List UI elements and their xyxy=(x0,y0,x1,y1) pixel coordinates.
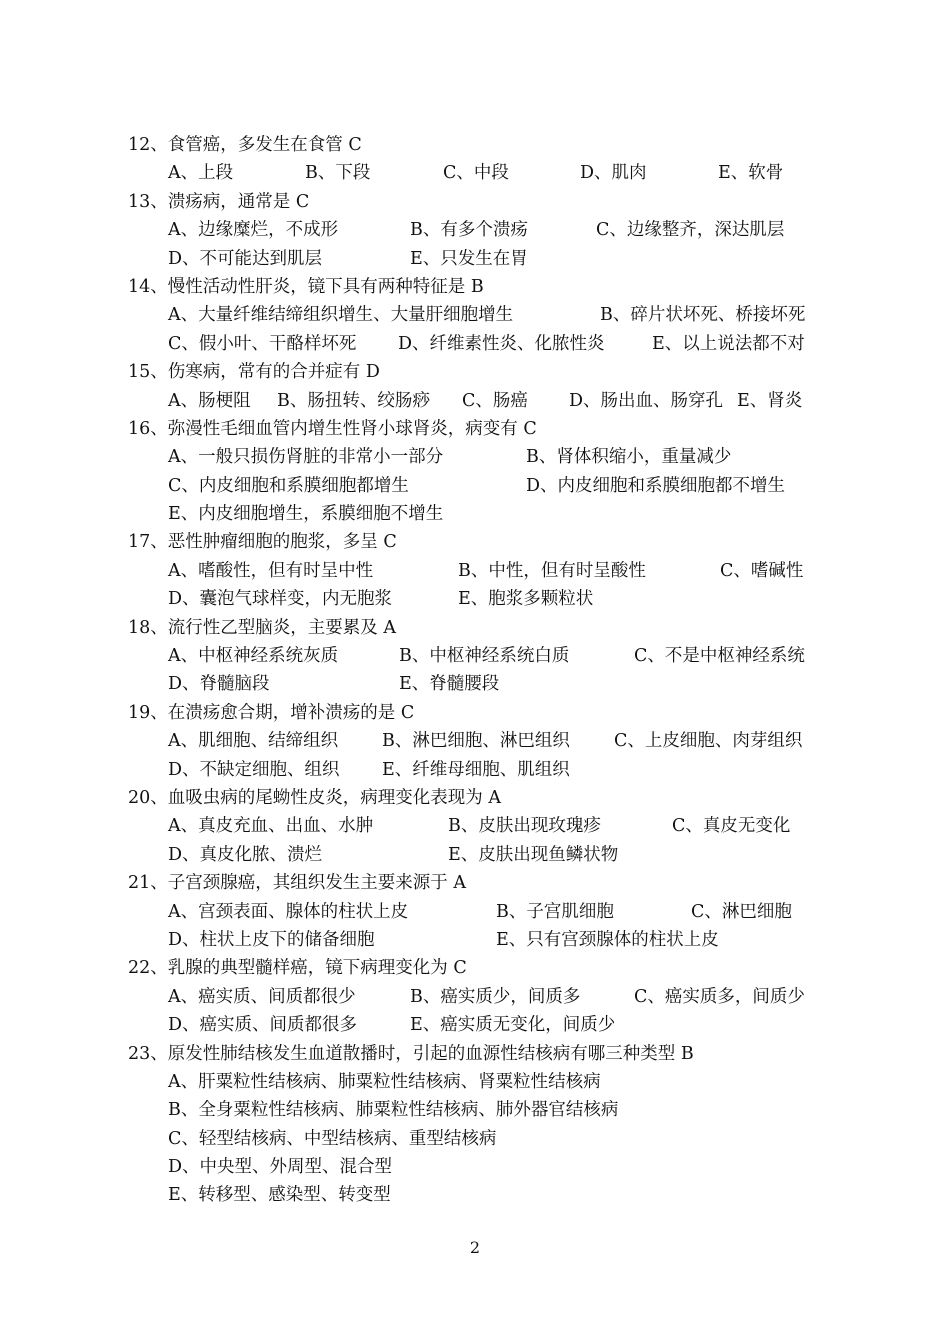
answer-option: E、脊髓腰段 xyxy=(399,674,500,695)
answer-option: A、上段 xyxy=(168,163,234,184)
answer-option: A、嗜酸性，但有时呈中性 xyxy=(168,560,374,581)
answer-option: D、脊髓脑段 xyxy=(168,674,270,695)
answer-option: E、癌实质无变化，间质少 xyxy=(410,1015,616,1036)
answer-option: B、肠扭转、绞肠痧 xyxy=(277,390,430,411)
option-row xyxy=(168,898,928,926)
answer-option: B、肾体积缩小，重量减少 xyxy=(526,447,732,468)
question-stem: 16、弥漫性毛细血管内增生性肾小球肾炎，病变有 C xyxy=(128,418,537,439)
answer-option: A、宫颈表面、腺体的柱状上皮 xyxy=(168,901,409,922)
option-row xyxy=(168,812,928,840)
answer-option: B、有多个溃疡 xyxy=(410,220,528,241)
answer-option: D、癌实质、间质都很多 xyxy=(168,1015,358,1036)
answer-option: D、囊泡气球样变，内无胞浆 xyxy=(168,589,393,610)
answer-option: B、下段 xyxy=(305,163,371,184)
answer-option: E、转移型、感染型、转变型 xyxy=(168,1185,391,1206)
question-stem: 15、伤寒病，常有的合并症有 D xyxy=(128,362,380,383)
page-number: 2 xyxy=(469,1238,481,1257)
option-row xyxy=(168,1011,928,1039)
answer-option: B、全身粟粒性结核病、肺粟粒性结核病、肺外器官结核病 xyxy=(168,1100,619,1121)
option-row xyxy=(168,983,928,1011)
answer-option: E、肾炎 xyxy=(737,390,803,411)
answer-option: D、不可能达到肌层 xyxy=(168,248,323,269)
answer-option: A、大量纤维结缔组织增生、大量肝细胞增生 xyxy=(168,305,514,326)
option-row xyxy=(168,1068,928,1096)
option-row xyxy=(168,387,928,415)
option-row xyxy=(168,245,928,273)
option-row xyxy=(168,1153,928,1181)
answer-option: D、不缺定细胞、组织 xyxy=(168,759,340,780)
answer-option: C、轻型结核病、中型结核病、重型结核病 xyxy=(168,1128,497,1149)
answer-option: A、边缘糜烂，不成形 xyxy=(168,220,339,241)
answer-option: A、癌实质、间质都很少 xyxy=(168,986,356,1007)
option-row xyxy=(168,926,928,954)
option-row xyxy=(168,472,928,500)
question-stem: 17、恶性肿瘤细胞的胞浆，多呈 C xyxy=(128,532,397,553)
question-stem: 21、子宫颈腺癌，其组织发生主要来源于 A xyxy=(128,873,466,894)
answer-option: C、假小叶、干酪样坏死 xyxy=(168,333,357,354)
answer-option: B、碎片状坏死、桥接坏死 xyxy=(600,305,806,326)
question-stem: 14、慢性活动性肝炎，镜下具有两种特征是 B xyxy=(128,276,484,297)
answer-option: C、真皮无变化 xyxy=(672,816,791,837)
option-row xyxy=(168,557,928,585)
answer-option: E、只有宫颈腺体的柱状上皮 xyxy=(496,929,719,950)
option-row xyxy=(168,1125,928,1153)
answer-option: E、内皮细胞增生，系膜细胞不增生 xyxy=(168,504,444,525)
option-row xyxy=(168,1181,928,1209)
answer-option: E、皮肤出现鱼鳞状物 xyxy=(448,844,619,865)
answer-option: D、肠出血、肠穿孔 xyxy=(569,390,724,411)
answer-option: A、肌细胞、结缔组织 xyxy=(168,731,339,752)
option-row xyxy=(168,841,928,869)
option-row xyxy=(168,642,928,670)
answer-option: C、上皮细胞、肉芽组织 xyxy=(614,731,803,752)
answer-option: D、中央型、外周型、混合型 xyxy=(168,1157,393,1178)
answer-option: A、肠梗阻 xyxy=(168,390,251,411)
answer-option: E、胞浆多颗粒状 xyxy=(458,589,594,610)
question-stem: 13、溃疡病，通常是 C xyxy=(128,191,310,212)
answer-option: D、内皮细胞和系膜细胞都不增生 xyxy=(526,475,786,496)
answer-option: E、纤维母细胞、肌组织 xyxy=(382,759,570,780)
option-row xyxy=(168,670,928,698)
answer-option: E、以上说法都不对 xyxy=(652,333,805,354)
answer-option: C、嗜碱性 xyxy=(720,560,804,581)
option-row xyxy=(168,1096,928,1124)
answer-option: C、不是中枢神经系统 xyxy=(634,646,805,667)
question-list xyxy=(128,131,928,1210)
answer-option: A、中枢神经系统灰质 xyxy=(168,646,339,667)
question-stem: 18、流行性乙型脑炎，主要累及 A xyxy=(128,617,396,638)
answer-option: B、中枢神经系统白质 xyxy=(399,646,570,667)
answer-option: B、淋巴细胞、淋巴组织 xyxy=(382,731,570,752)
question-stem: 22、乳腺的典型髓样癌，镜下病理变化为 C xyxy=(128,958,467,979)
option-row xyxy=(168,159,928,187)
option-row xyxy=(168,500,928,528)
answer-option: A、一般只损伤肾脏的非常小一部分 xyxy=(168,447,444,468)
answer-option: D、纤维素性炎、化脓性炎 xyxy=(398,333,605,354)
option-row xyxy=(168,756,928,784)
option-row xyxy=(168,330,928,358)
answer-option: E、只发生在胃 xyxy=(410,248,528,269)
answer-option: D、真皮化脓、溃烂 xyxy=(168,844,323,865)
answer-option: C、边缘整齐，深达肌层 xyxy=(596,220,785,241)
answer-option: D、肌肉 xyxy=(580,163,647,184)
answer-option: B、皮肤出现玫瑰疹 xyxy=(448,816,601,837)
answer-option: D、柱状上皮下的储备细胞 xyxy=(168,929,375,950)
answer-option: C、肠癌 xyxy=(462,390,528,411)
answer-option: C、中段 xyxy=(443,163,509,184)
answer-option: A、肝粟粒性结核病、肺粟粒性结核病、肾粟粒性结核病 xyxy=(168,1071,601,1092)
option-row xyxy=(168,727,928,755)
answer-option: C、内皮细胞和系膜细胞都增生 xyxy=(168,475,409,496)
answer-option: A、真皮充血、出血、水肿 xyxy=(168,816,374,837)
answer-option: E、软骨 xyxy=(718,163,784,184)
question-stem: 23、原发性肺结核发生血道散播时，引起的血源性结核病有哪三种类型 B xyxy=(128,1043,694,1064)
option-row xyxy=(168,216,928,244)
answer-option: B、子宫肌细胞 xyxy=(496,901,614,922)
option-row xyxy=(168,443,928,471)
question-stem: 12、食管癌，多发生在食管 C xyxy=(128,135,362,155)
option-row xyxy=(168,585,928,613)
option-row xyxy=(168,301,928,329)
answer-option: C、癌实质多，间质少 xyxy=(634,986,805,1007)
answer-option: C、淋巴细胞 xyxy=(691,901,792,922)
answer-option: B、癌实质少，间质多 xyxy=(410,986,581,1007)
question-stem: 19、在溃疡愈合期，增补溃疡的是 C xyxy=(128,702,415,723)
question-stem: 20、血吸虫病的尾蚴性皮炎，病理变化表现为 A xyxy=(128,787,501,808)
answer-option: B、中性，但有时呈酸性 xyxy=(458,560,646,581)
